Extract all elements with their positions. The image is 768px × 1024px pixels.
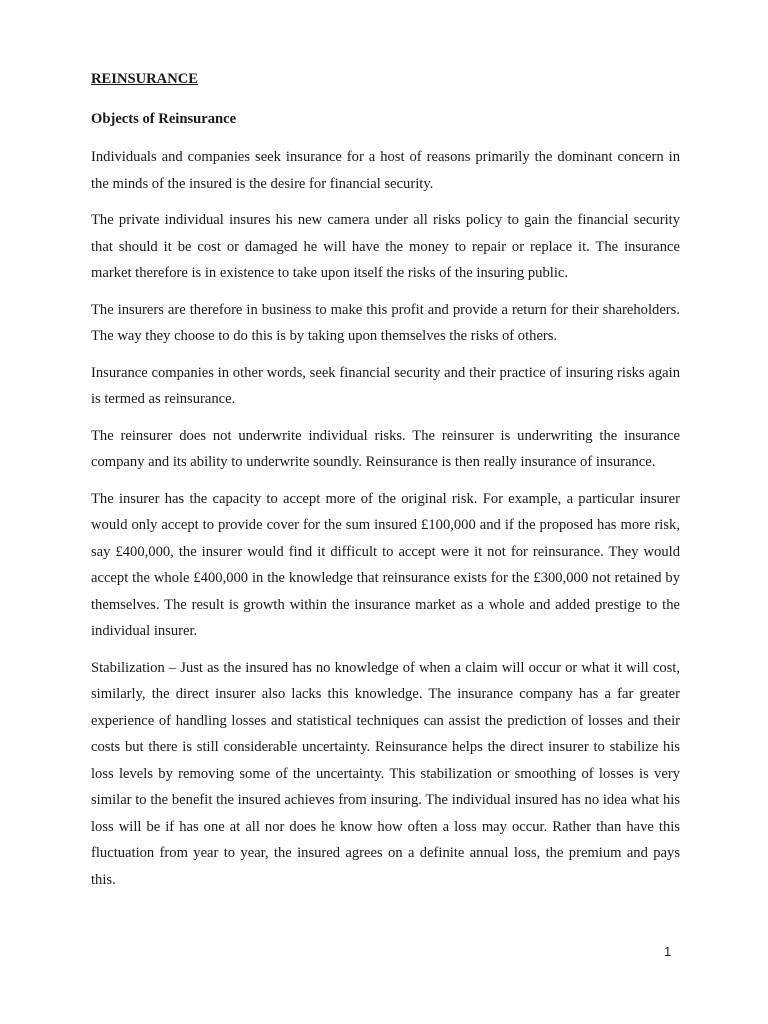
paragraph-insurers-business: The insurers are therefore in business to make this profit and provide a return for their shareholders. The way they choose to do this is by taking upon themselves the risks of others. bbox=[91, 301, 680, 344]
document-body bbox=[91, 68, 680, 893]
paragraph-insurance-companies: Insurance companies in other words, seek financial security and their practice of insuring risks again is termed as reinsurance. bbox=[91, 364, 680, 407]
paragraph-insurance-motive: Individuals and companies seek insurance for a host of reasons primarily the dominant concern in the minds of the insured is the desire for financial security. bbox=[91, 149, 680, 192]
paragraph-reinsurer-role: The reinsurer does not underwrite individual risks. The reinsurer is underwriting the insurance company and its ability to underwrite soundly. Reinsurance is then really insurance of insurance. bbox=[91, 427, 680, 470]
paragraph-capacity: The insurer has the capacity to accept more of the original risk. For example, a particular insurer would only accept to provide cover for the sum insured £100,000 and if the proposed has more risk, say £400,000, the insurer would find it difficult to accept were it not for reinsurance. They would accept the whole £400,000 in the knowledge that reinsurance exists for the £300,000 not retained by themselves. The result is growth within the insurance market as a whole and added prestige to the individual insurer. bbox=[91, 490, 680, 639]
page-number: 1 bbox=[664, 944, 672, 959]
paragraph-stabilization: Stabilization – Just as the insured has no knowledge of when a claim will occur or what it will cost, similarly, the direct insurer also lacks this knowledge. The insurance company has a far greater experience of handling losses and statistical techniques can assist the prediction of losses and their costs but there is still considerable uncertainty. Reinsurance helps the direct insurer to stabilize his loss levels by removing some of the uncertainty. This stabilization or smoothing of losses is very similar to the benefit the insured achieves from insuring. The individual insured has no idea what his loss will be if has one at all nor does he know how often a loss may occur. Rather than have this fluctuation from year to year, the insured agrees on a definite annual loss, the premium and pays this. bbox=[91, 659, 680, 888]
document-title: REINSURANCE bbox=[91, 71, 199, 87]
section-heading: Objects of Reinsurance bbox=[91, 111, 237, 127]
paragraph-camera-example: The private individual insures his new camera under all risks policy to gain the financial security that should it be cost or damaged he will have the money to repair or replace it. The insurance market therefore is in existence to take upon itself the risks of the insuring public. bbox=[91, 212, 680, 281]
